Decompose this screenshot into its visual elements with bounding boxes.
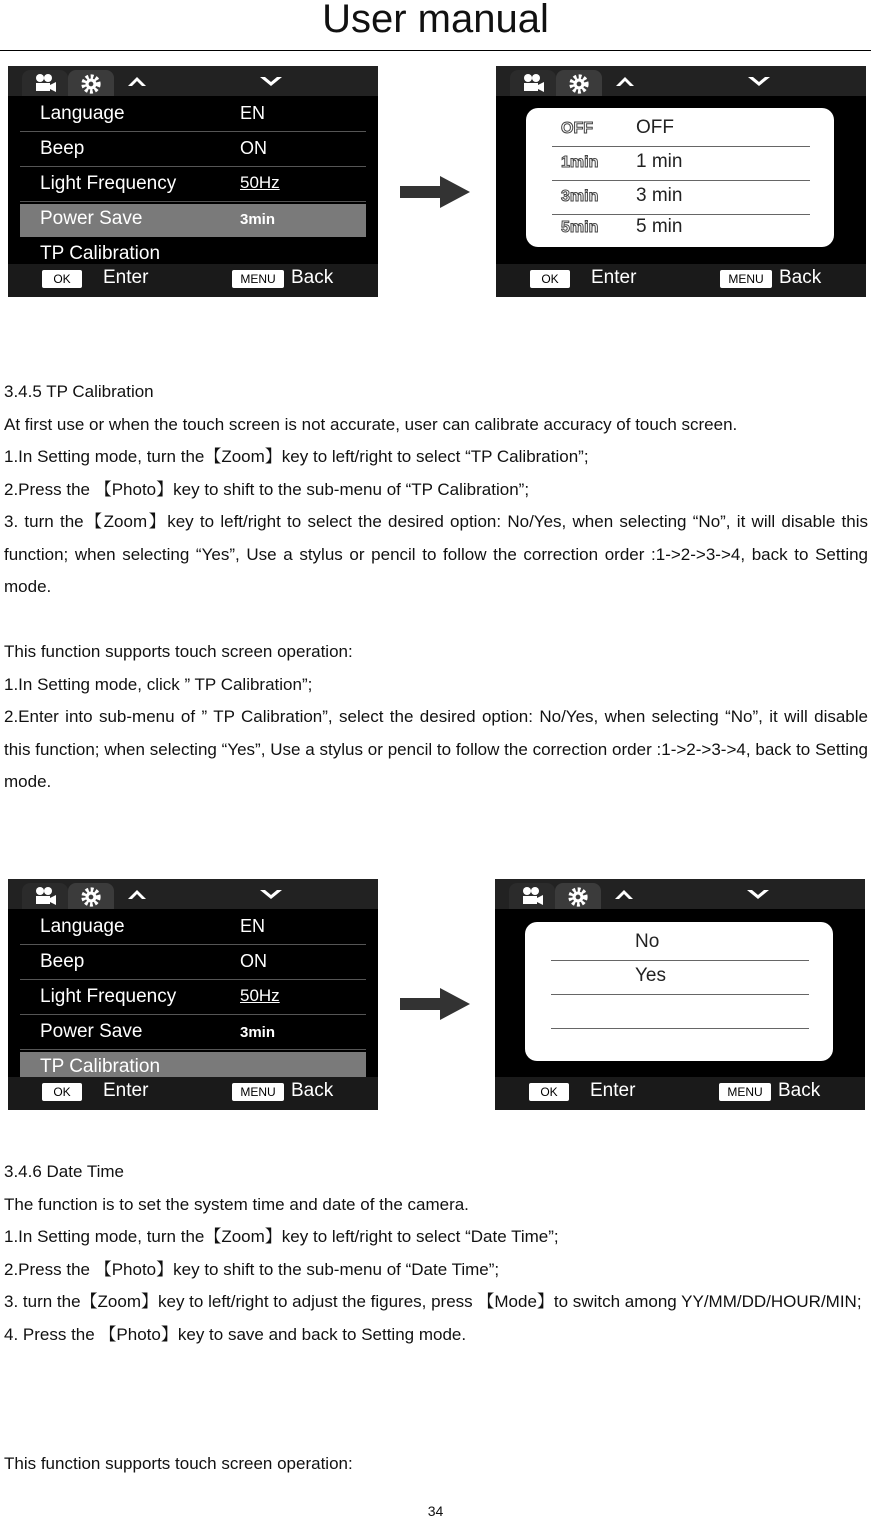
option-label: 1 min: [636, 151, 683, 172]
option-no[interactable]: [551, 927, 809, 961]
menu-item-language[interactable]: [20, 99, 366, 132]
chevron-up-icon[interactable]: [128, 889, 146, 900]
step-1: 1.In Setting mode, turn the【Zoom】key to left/right to select “Date Time”;: [4, 1227, 559, 1246]
gear-icon: [566, 886, 590, 908]
ok-button[interactable]: OK: [42, 270, 82, 288]
section-intro: At first use or when the touch screen is not accurate, user can calibrate accuracy of touch screen.: [4, 414, 738, 434]
chevron-down-icon[interactable]: [260, 76, 282, 87]
menu-button[interactable]: MENU: [720, 270, 772, 288]
chevron-down-icon[interactable]: [748, 76, 770, 87]
option-popup: [526, 108, 834, 247]
menu-button[interactable]: MENU: [719, 1083, 771, 1101]
step-3: 3. turn the【Zoom】key to left/right to select the desired option: No/Yes, when selecting “No”, it will disable this function; when selecting “Yes”, Use a stylus or pencil to follow the correction order :1->2->3->4, back to Setting mode.: [4, 512, 868, 596]
step-2: 2.Press the 【Photo】key to shift to the sub-menu of “TP Calibration”;: [4, 479, 530, 499]
menu-item-value: EN: [240, 103, 266, 123]
menu-item-power-save[interactable]: [20, 204, 366, 237]
menu-item-value: 50Hz: [240, 986, 280, 1005]
enter-label: Enter: [103, 1080, 149, 1101]
option-label: 3 min: [636, 185, 683, 206]
menu-item-label: Language: [40, 916, 125, 937]
tab-bar: [8, 879, 378, 909]
screen-footer: [496, 264, 866, 297]
gear-icon: [79, 73, 103, 95]
step-4: 4. Press the 【Photo】key to save and back to Setting mode.: [4, 1324, 467, 1344]
gear-icon: [567, 73, 591, 95]
gear-icon: [79, 886, 103, 908]
menu-item-language[interactable]: [20, 912, 366, 945]
right-arrow-icon: [400, 986, 472, 1022]
menu-item-light-frequency[interactable]: [20, 169, 366, 202]
enter-label: Enter: [103, 267, 149, 288]
ok-button[interactable]: OK: [42, 1083, 82, 1101]
back-label: Back: [291, 267, 334, 288]
tab-settings[interactable]: [556, 70, 602, 96]
tab-settings[interactable]: [68, 70, 114, 96]
menu-item-beep[interactable]: [20, 947, 366, 980]
settings-menu: [20, 99, 366, 274]
touch-heading: This function supports touch screen operation:: [4, 642, 353, 661]
section-tp-calibration: [4, 376, 868, 799]
chevron-up-icon[interactable]: [616, 76, 634, 87]
tab-video[interactable]: [22, 70, 68, 96]
menu-item-label: Beep: [40, 138, 85, 159]
menu-item-label: Language: [40, 103, 125, 124]
menu-item-light-frequency[interactable]: [20, 982, 366, 1015]
settings-menu-screen: [8, 879, 378, 1110]
menu-item-value: 3min: [240, 211, 276, 228]
ok-button[interactable]: OK: [529, 1083, 569, 1101]
tab-video[interactable]: [510, 70, 556, 96]
option-icon: OFF: [561, 120, 593, 137]
option-empty[interactable]: [551, 995, 809, 1029]
chevron-up-icon[interactable]: [615, 889, 633, 900]
section-heading: 3.4.5 TP Calibration: [4, 382, 154, 401]
menu-item-label: Power Save: [40, 1021, 143, 1042]
tab-bar: [495, 879, 865, 909]
power-save-submenu-screen: [496, 66, 866, 297]
option-label: 5 min: [636, 216, 683, 237]
screen-footer: [8, 264, 378, 297]
menu-item-beep[interactable]: [20, 134, 366, 167]
chevron-down-icon[interactable]: [260, 889, 282, 900]
touch-step-2: 2.Enter into sub-menu of ” TP Calibration”, select the desired option: No/Yes, when selecting “No”, it will disable this function; when selecting “Yes”, Use a stylus or pencil to follow the correction order :1->2->3->4, back to Setting mode.: [4, 707, 868, 791]
tab-video[interactable]: [509, 883, 555, 909]
back-label: Back: [291, 1080, 334, 1101]
menu-item-value: 3min: [240, 1024, 276, 1041]
section-date-time: [4, 1156, 868, 1351]
ok-button[interactable]: OK: [530, 270, 570, 288]
touch-heading: This function supports touch screen operation:: [4, 1454, 353, 1473]
settings-menu: [20, 912, 366, 1087]
step-2: 2.Press the 【Photo】key to shift to the sub-menu of “Date Time”;: [4, 1259, 500, 1279]
step-3: 3. turn the【Zoom】key to left/right to adjust the figures, press 【Mode】to switch among YY/MM/DD/HOUR/MIN;: [4, 1292, 862, 1311]
menu-button[interactable]: MENU: [232, 270, 284, 288]
chevron-down-icon[interactable]: [747, 889, 769, 900]
menu-item-label: TP Calibration: [40, 243, 161, 264]
screen-footer: [8, 1077, 378, 1110]
menu-item-label: Light Frequency: [40, 173, 177, 194]
menu-item-value: ON: [240, 951, 267, 971]
settings-menu-screen: [8, 66, 378, 297]
back-label: Back: [779, 267, 822, 288]
menu-item-power-save[interactable]: [20, 1017, 366, 1050]
section-intro: The function is to set the system time and date of the camera.: [4, 1194, 469, 1214]
page-header: [0, 0, 871, 51]
screen-footer: [495, 1077, 865, 1110]
menu-item-label: Light Frequency: [40, 986, 177, 1007]
tab-settings[interactable]: [555, 883, 601, 909]
menu-item-value: EN: [240, 916, 266, 936]
video-camera-icon: [520, 886, 544, 906]
step-1: 1.In Setting mode, turn the【Zoom】key to left/right to select “TP Calibration”;: [4, 447, 589, 466]
option-label: No: [635, 931, 660, 952]
option-icon: 5min: [561, 219, 599, 236]
enter-label: Enter: [591, 267, 637, 288]
option-label: OFF: [636, 117, 674, 138]
option-1min[interactable]: [552, 147, 810, 181]
option-label: Yes: [635, 965, 666, 986]
section-heading: 3.4.6 Date Time: [4, 1162, 125, 1181]
option-5min[interactable]: [552, 212, 810, 245]
option-icon: 3min: [561, 188, 599, 205]
menu-item-label: TP Calibration: [40, 1056, 161, 1077]
date-time-touch: [4, 1448, 868, 1481]
chevron-up-icon[interactable]: [128, 76, 146, 87]
page-title: User manual: [322, 0, 549, 41]
menu-item-label: Beep: [40, 951, 85, 972]
tp-calibration-submenu-screen: [495, 879, 865, 1110]
option-icon: 1min: [561, 154, 599, 171]
menu-item-value: 50Hz: [240, 173, 280, 192]
tab-bar: [496, 66, 866, 96]
enter-label: Enter: [590, 1080, 636, 1101]
right-arrow-icon: [400, 174, 472, 210]
menu-item-label: Power Save: [40, 208, 143, 229]
option-off[interactable]: [552, 113, 810, 147]
option-yes[interactable]: [551, 961, 809, 995]
menu-button[interactable]: MENU: [232, 1083, 284, 1101]
back-label: Back: [778, 1080, 821, 1101]
video-camera-icon: [33, 886, 57, 906]
video-camera-icon: [33, 73, 57, 93]
tab-bar: [8, 66, 378, 96]
tab-settings[interactable]: [68, 883, 114, 909]
option-3min[interactable]: [552, 181, 810, 215]
option-popup: [525, 922, 833, 1061]
video-camera-icon: [521, 73, 545, 93]
touch-step-1: 1.In Setting mode, click ” TP Calibration”;: [4, 674, 313, 694]
page-number: 34: [427, 1503, 444, 1519]
menu-item-value: ON: [240, 138, 267, 158]
tab-video[interactable]: [22, 883, 68, 909]
